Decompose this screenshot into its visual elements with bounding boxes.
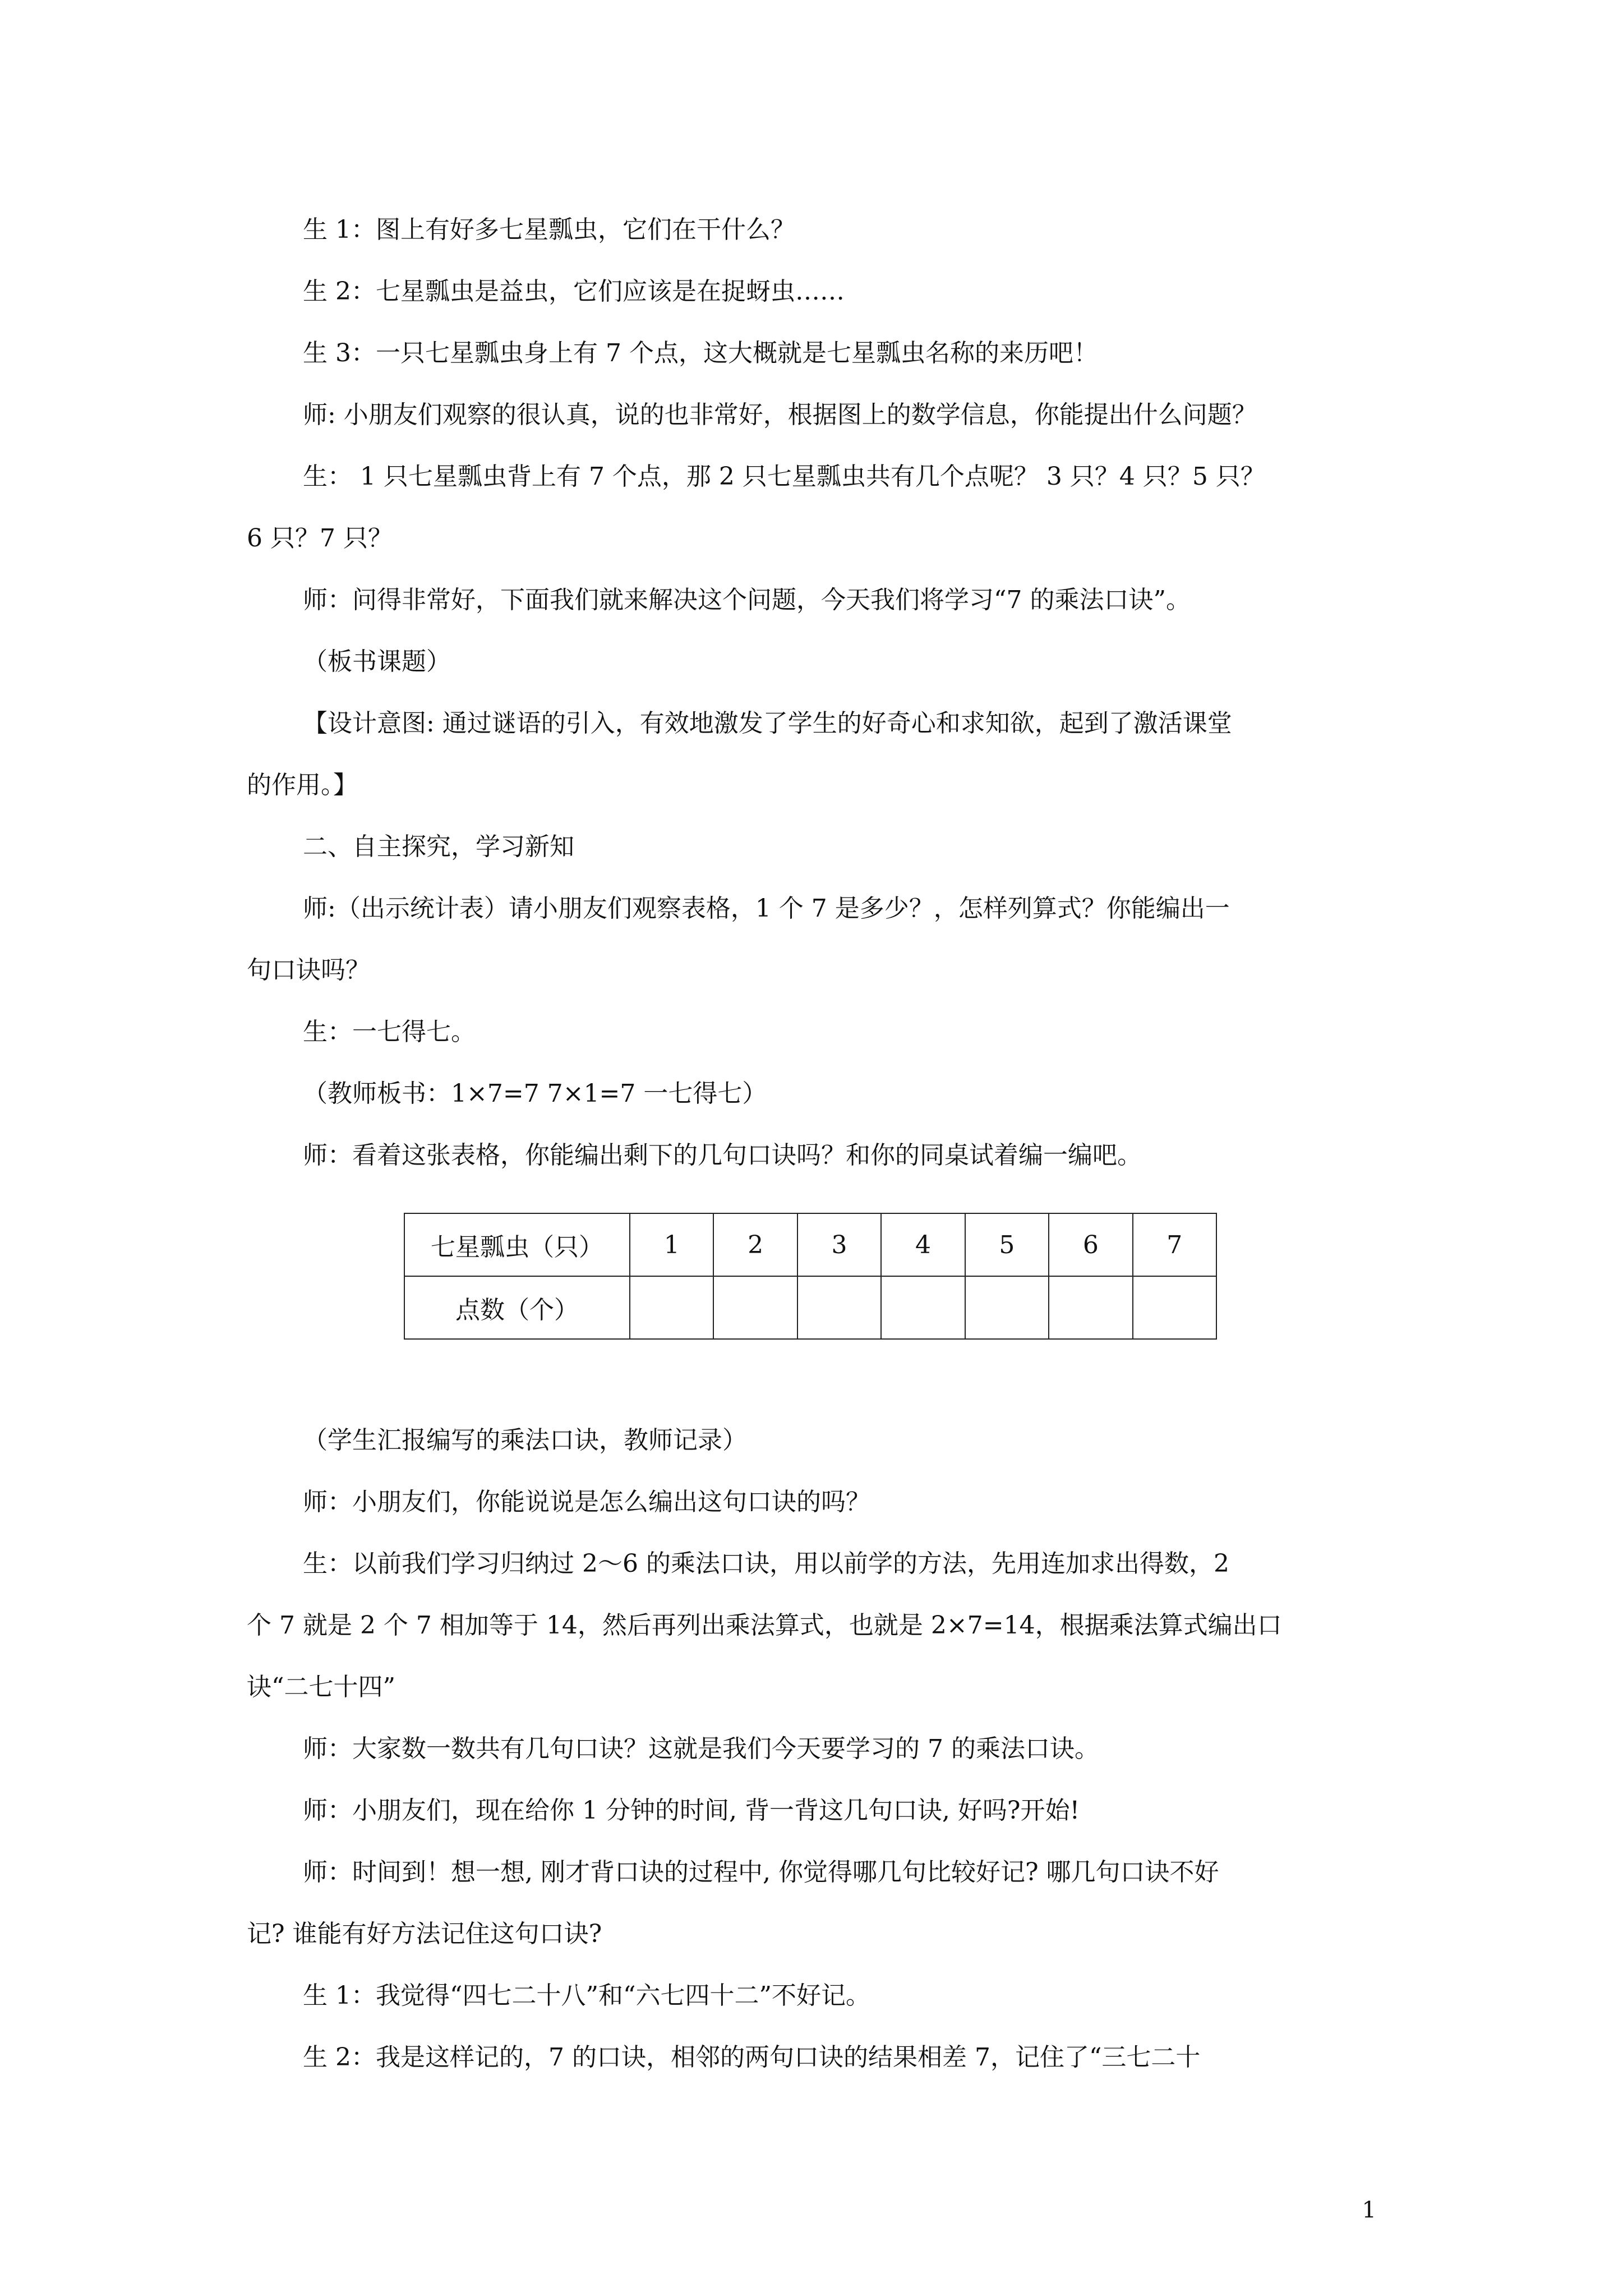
design-intent-note: 【设计意图: 通过谜语的引入，有效地激发了学生的好奇心和求知欲，起到了激活课堂 [303, 709, 1232, 738]
text-line: 师：小朋友们，你能说说是怎么编出这句口诀的吗？ [303, 1488, 870, 1516]
table-cell [965, 1276, 1049, 1339]
text-line: 句口诀吗？ [247, 956, 370, 984]
table-cell [881, 1276, 965, 1339]
section-heading: 二、自主探究，学习新知 [303, 832, 574, 861]
table-cell [797, 1276, 881, 1339]
table-row [404, 1276, 1216, 1339]
table-cell: 4 [881, 1213, 965, 1276]
table-cell [630, 1276, 713, 1339]
text-line: 生：以前我们学习归纳过 2～6 的乘法口诀，用以前学的方法，先用连加求出得数，2 [303, 1549, 1229, 1578]
text-line: 6 只？7 只？ [247, 524, 393, 553]
text-line: 师: 小朋友们观察的很认真，说的也非常好，根据图上的数学信息，你能提出什么问题？ [303, 401, 1257, 429]
text-line: 师：问得非常好，下面我们就来解决这个问题，今天我们将学习“7 的乘法口诀”。 [303, 586, 1191, 614]
table-cell: 7 [1133, 1213, 1216, 1276]
design-intent-note: 的作用。】 [247, 771, 358, 799]
table-cell: 3 [797, 1213, 881, 1276]
table-cell: 2 [713, 1213, 797, 1276]
text-line: （板书课题） [303, 647, 451, 676]
text-line: 诀“二七十四” [247, 1673, 395, 1701]
text-line: 生 1：我觉得“四七二十八”和“六七四十二”不好记。 [303, 1981, 870, 2010]
text-line: 师:（出示统计表）请小朋友们观察表格，1 个 7 是多少？，怎样列算式？你能编出一 [303, 894, 1230, 923]
text-line: 生 1：图上有好多七星瓢虫，它们在干什么？ [303, 215, 795, 244]
text-line: 生 2：我是这样记的，7 的口诀，相邻的两句口诀的结果相差 7，记住了“三七二十 [303, 2043, 1201, 2072]
text-line: （学生汇报编写的乘法口诀，教师记录） [303, 1426, 747, 1455]
page-number: 1 [1362, 2197, 1376, 2223]
table-cell [1049, 1276, 1132, 1339]
table-cell: 5 [965, 1213, 1049, 1276]
ladybug-table [404, 1213, 1217, 1340]
text-line: 师：小朋友们，现在给你 1 分钟的时间, 背一背这几句口诀, 好吗?开始! [303, 1796, 1080, 1825]
table-cell: 1 [630, 1213, 713, 1276]
text-line: 师：看着这张表格，你能编出剩下的几句口诀吗？和你的同桌试着编一编吧。 [303, 1141, 1142, 1170]
table-header-cell: 七星瓢虫（只） [404, 1213, 630, 1276]
table-cell [1133, 1276, 1216, 1339]
text-line: 师：时间到！想一想, 刚才背口诀的过程中, 你觉得哪几句比较好记? 哪几句口诀不好 [303, 1858, 1219, 1887]
text-line: 生 2：七星瓢虫是益虫，它们应该是在捉蚜虫…… [303, 277, 845, 306]
text-line: 生：一七得七。 [303, 1018, 476, 1046]
text-line: 生 3：一只七星瓢虫身上有 7 个点，这大概就是七星瓢虫名称的来历吧！ [303, 339, 1098, 367]
text-line: 个 7 就是 2 个 7 相加等于 14，然后再列出乘法算式，也就是 2×7=14，根据乘法算式编出口 [247, 1611, 1282, 1640]
table-header-cell: 点数（个） [404, 1276, 630, 1339]
table-row [404, 1213, 1216, 1276]
text-line: 师：大家数一数共有几句口诀？这就是我们今天要学习的 7 的乘法口诀。 [303, 1734, 1099, 1763]
table-cell [713, 1276, 797, 1339]
text-line: （教师板书：1×7=7 7×1=7 一七得七） [303, 1079, 767, 1108]
text-line: 生： 1 只七星瓢虫背上有 7 个点，那 2 只七星瓢虫共有几个点呢？ 3 只？4 只？5 只？ [303, 462, 1265, 491]
text-line: 记? 谁能有好方法记住这句口诀? [247, 1920, 602, 1948]
table-cell: 6 [1049, 1213, 1132, 1276]
